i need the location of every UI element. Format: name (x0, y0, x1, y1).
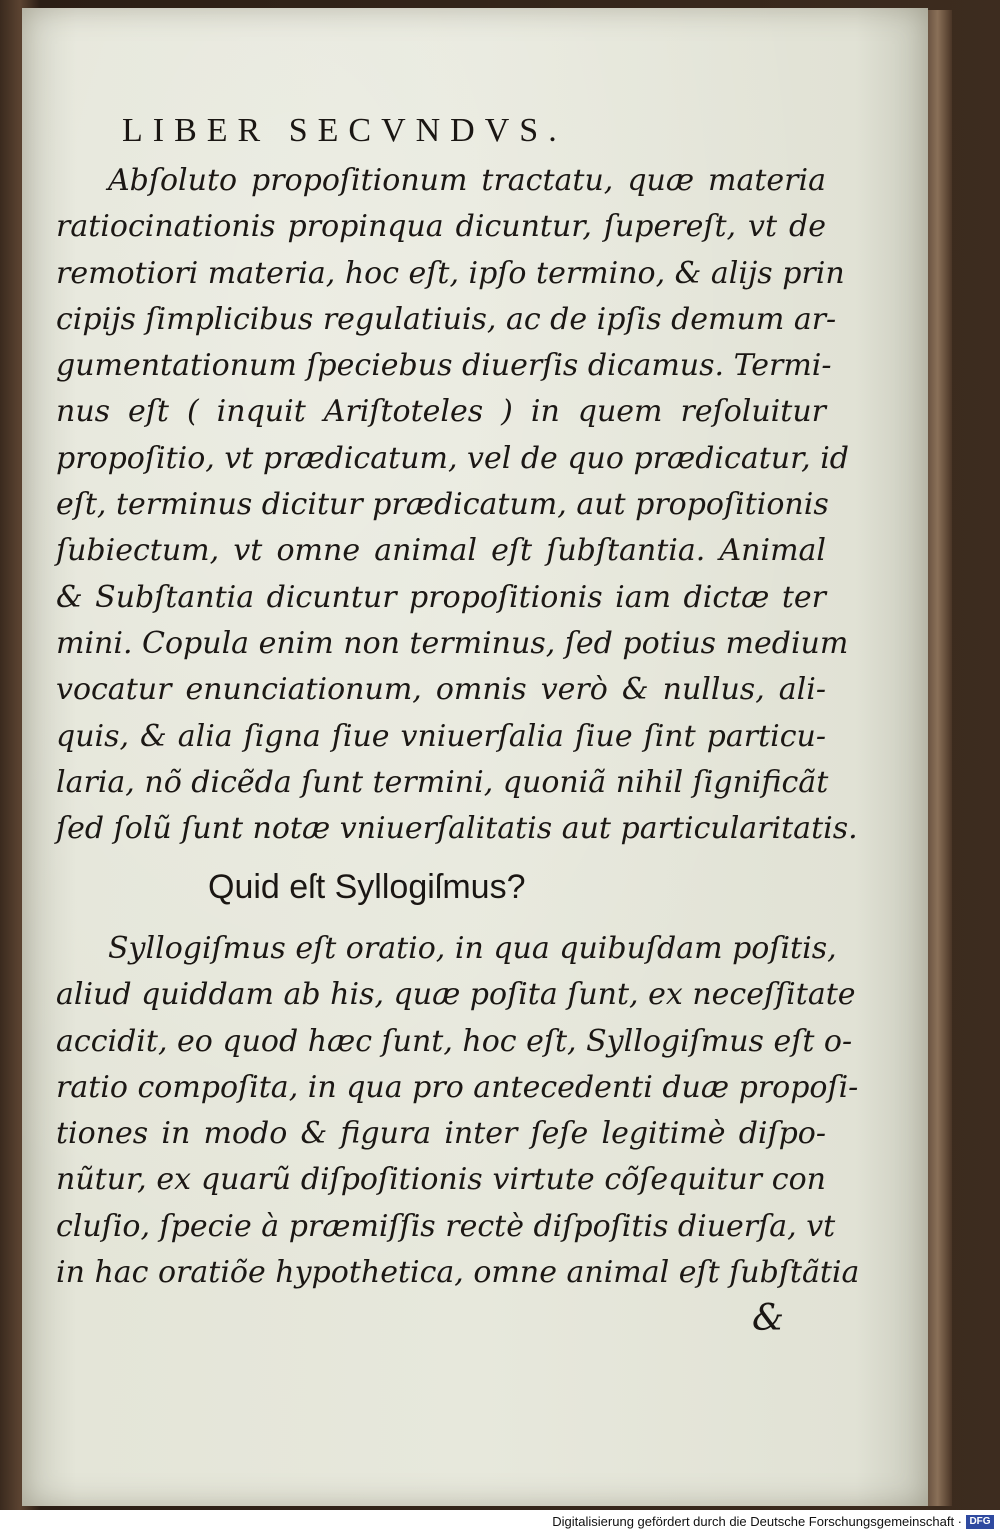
text-line: tiones in modo & figura inter ſeſe legitimè diſpo- (56, 1116, 826, 1152)
text-line: nũtur, ex quarũ diſpoſitionis virtute cõſequitur con (56, 1162, 826, 1198)
text-line: gumentationum ſpeciebus diuerſis dicamus. Termi- (56, 348, 832, 384)
text-line: ratiocinationis propinqua dicuntur, ſupereſt, vt de (56, 209, 826, 245)
catchword: & (752, 1298, 785, 1339)
text-line: vocatur enunciationum, omnis verò & nullus, ali- (56, 672, 826, 708)
text-line: & Subſtantia dicuntur propoſitionis iam dictæ ter (56, 579, 826, 615)
text-line: cipijs ſimplicibus regulatiuis, ac de ipſis demum ar- (56, 301, 837, 337)
text-line: eſt, terminus dicitur prædicatum, aut propoſitionis (56, 487, 829, 523)
paragraph-1 (56, 158, 858, 852)
text-line: Abſoluto propoſitionum tractatu, quæ materia (108, 163, 826, 198)
section-heading: Quid eſt Syllogiſmus? (208, 868, 526, 906)
text-line: aliud quiddam ab his, quæ poſita ſunt, ex neceſſitate (56, 977, 856, 1013)
footer-bar (0, 1510, 1000, 1534)
text-line: accidit, eo quod hæc ſunt, hoc eſt, Syllogiſmus eſt o- (56, 1023, 853, 1059)
running-header: LIBER SECVNDVS. (122, 112, 567, 149)
text-line: propoſitio, vt prædicatum, vel de quo prædicatur, id (56, 440, 849, 476)
text-line: ſubiectum, vt omne animal eſt ſubſtantia. Animal (56, 533, 826, 569)
book-page (22, 8, 928, 1506)
text-line: remotiori materia, hoc eſt, ipſo termino, & alijs prin (56, 255, 845, 291)
paragraph-2 (56, 926, 860, 1296)
text-line: ratio compoſita, in qua pro antecedenti duæ propoſi- (56, 1069, 859, 1105)
text-line: mini. Copula enim non terminus, ſed potius medium (56, 625, 849, 661)
text-line: in hac oratiõe hypothetica, omne animal eſt ſubſtãtia (56, 1255, 860, 1291)
text-line: ſed ſolũ ſunt notæ vniuerſalitatis aut particularitatis. (56, 811, 858, 847)
dfg-logo: DFG (966, 1515, 994, 1529)
text-line: laria, nõ dicẽda ſunt termini, quoniã nihil ſignificãt (56, 764, 829, 800)
text-line: nus eſt ( inquit Ariſtoteles ) in quem reſoluitur (56, 394, 826, 430)
text-line: cluſio, ſpecie à præmiſſis rectè diſpoſitis diuerſa, vt (56, 1208, 836, 1244)
text-line: quis, & alia ſigna ſiue vniuerſalia ſiue ſint particu- (56, 718, 826, 754)
funding-credit: Digitalisierung gefördert durch die Deutsche Forschungsgemeinschaft · (552, 1514, 962, 1529)
book-page-edge (928, 10, 952, 1506)
text-line: Syllogiſmus eſt oratio, in qua quibuſdam poſitis, (108, 931, 837, 966)
